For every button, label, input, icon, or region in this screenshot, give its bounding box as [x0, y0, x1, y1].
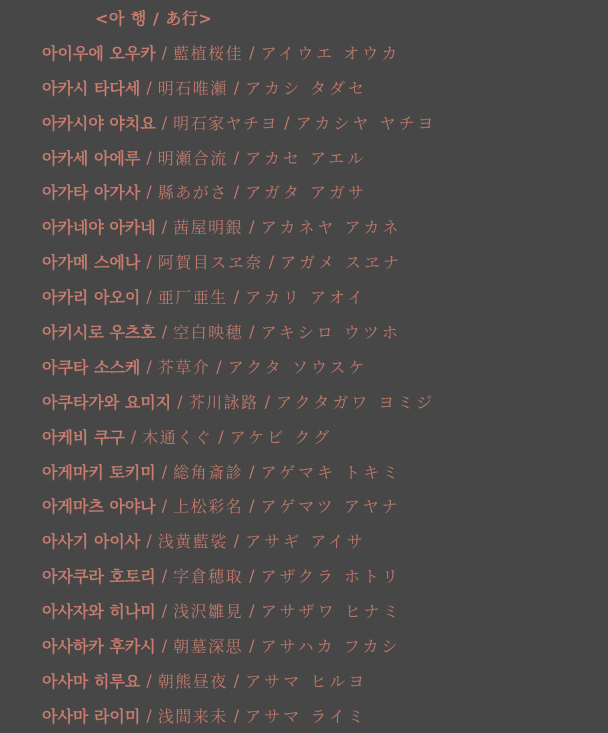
- name-row: [42, 698, 608, 733]
- name-row: [42, 454, 608, 489]
- kanji-name: 芥川詠路: [188, 392, 259, 412]
- separator: /: [146, 77, 152, 97]
- name-row: [42, 558, 608, 593]
- name-row: [42, 279, 608, 314]
- kanji-name: 藍植桜佳: [173, 43, 244, 63]
- separator: /: [268, 252, 275, 272]
- separator: /: [249, 635, 255, 655]
- katakana-name: アサザワ ヒナミ: [260, 602, 402, 622]
- korean-name: 아게마키 토키미: [42, 462, 156, 482]
- kanji-name: 浅間来未: [157, 706, 228, 726]
- kanji-name: 字倉穂取: [173, 567, 244, 587]
- separator: /: [233, 287, 240, 307]
- katakana-name: アケビ クグ: [229, 427, 333, 447]
- korean-name: 아사자와 히나미: [42, 602, 156, 622]
- korean-name: 아카리 아오이: [42, 288, 141, 308]
- kanji-name: 明石家ヤチヨ: [173, 113, 279, 133]
- korean-name: 아자쿠라 호토리: [42, 567, 156, 587]
- separator: /: [161, 42, 168, 62]
- kanji-name: 亜厂亜生: [157, 288, 228, 308]
- name-row: [42, 209, 608, 244]
- korean-name: 아카시 타다세: [42, 78, 141, 98]
- separator: /: [218, 426, 224, 446]
- separator: /: [249, 321, 255, 341]
- korean-name: 아가메 스에나: [42, 253, 141, 273]
- katakana-name: アゲマツ アヤナ: [260, 497, 401, 517]
- separator: /: [233, 147, 240, 167]
- korean-name: 아가타 아가사: [42, 183, 141, 203]
- kanji-name: 朝熊昼夜: [157, 671, 228, 691]
- kanji-name: 浅黄藍裟: [157, 532, 228, 552]
- korean-name: 아사마 라이미: [42, 706, 141, 726]
- korean-name: 아카시야 야치요: [42, 113, 156, 133]
- name-row: [42, 70, 608, 105]
- name-row: [42, 523, 608, 558]
- kanji-name: 空白映穂: [173, 322, 244, 342]
- section-header: [42, 0, 608, 35]
- name-row: [42, 174, 608, 209]
- name-row: [42, 35, 608, 70]
- katakana-name: アカシ タダセ: [245, 78, 368, 98]
- katakana-name: アサギ アイサ: [245, 532, 366, 552]
- separator: /: [216, 356, 222, 376]
- korean-name: 아사마 히루요: [42, 671, 141, 691]
- separator: /: [249, 601, 255, 621]
- katakana-name: アクタ ソウスケ: [227, 357, 368, 377]
- separator: /: [130, 426, 137, 446]
- kanji-name: 阿賀目スヱ奈: [157, 253, 263, 273]
- name-row: [42, 488, 608, 523]
- kanji-name: 上松彩名: [173, 497, 244, 517]
- korean-name: 아카네야 아카네: [42, 218, 156, 238]
- korean-name: 아키시로 우츠호: [42, 322, 156, 342]
- kanji-name: 芥草介: [157, 357, 211, 377]
- separator: /: [249, 42, 255, 62]
- korean-name: 아카세 아에루: [42, 148, 141, 168]
- katakana-name: アサハカ フカシ: [260, 636, 401, 656]
- separator: /: [233, 531, 240, 551]
- kanji-name: 総角斎診: [173, 462, 244, 482]
- name-row: [42, 384, 608, 419]
- katakana-name: アガタ アガサ: [245, 183, 367, 203]
- korean-name: 아사기 아이사: [42, 532, 141, 552]
- katakana-name: アゲマキ トキミ: [260, 462, 402, 482]
- separator: /: [284, 112, 290, 132]
- separator: /: [161, 635, 168, 655]
- separator: /: [146, 147, 152, 167]
- separator: /: [146, 287, 152, 307]
- separator: /: [161, 601, 168, 621]
- katakana-name: アカリ アオイ: [245, 288, 367, 308]
- kanji-name: 縣あがさ: [157, 183, 228, 203]
- name-row: [42, 663, 608, 698]
- kanji-name: 明瀬合流: [157, 148, 228, 168]
- korean-name: 아케비 쿠구: [42, 427, 125, 447]
- separator: /: [249, 217, 255, 237]
- separator: /: [249, 461, 255, 481]
- kanji-name: 茜屋明銀: [173, 218, 244, 238]
- separator: /: [161, 461, 168, 481]
- separator: /: [264, 391, 271, 411]
- kanji-name: 明石唯瀬: [157, 78, 228, 98]
- separator: /: [233, 182, 240, 202]
- separator: /: [249, 496, 255, 516]
- separator: /: [161, 496, 168, 516]
- katakana-name: アカネヤ アカネ: [260, 218, 402, 238]
- separator: /: [233, 670, 240, 690]
- korean-name: 아게마츠 아야나: [42, 497, 156, 517]
- katakana-name: アイウエ オウカ: [260, 43, 401, 63]
- separator: /: [233, 77, 240, 97]
- separator: /: [146, 252, 152, 272]
- kanji-name: 木通くぐ: [142, 427, 213, 447]
- kanji-name: 朝墓深思: [173, 636, 244, 656]
- katakana-name: アカシヤ ヤチヨ: [295, 113, 437, 133]
- separator: /: [233, 705, 240, 725]
- name-row: [42, 593, 608, 628]
- katakana-name: アザクラ ホトリ: [260, 567, 402, 587]
- name-row: [42, 105, 608, 140]
- name-row: [42, 628, 608, 663]
- separator: /: [146, 670, 152, 690]
- name-row: [42, 244, 608, 279]
- separator: /: [161, 217, 168, 237]
- name-row: [42, 314, 608, 349]
- korean-name: 아사하카 후카시: [42, 636, 156, 656]
- korean-name: 아쿠타 소스케: [42, 357, 141, 377]
- katakana-name: アクタガワ ヨミジ: [276, 392, 436, 412]
- separator: /: [161, 321, 168, 341]
- separator: /: [146, 705, 152, 725]
- kanji-name: 浅沢雛見: [173, 602, 244, 622]
- section-title: <아 행 / あ行>: [95, 8, 213, 28]
- name-list: [42, 35, 608, 733]
- separator: /: [161, 566, 168, 586]
- korean-name: 아쿠타가와 요미지: [42, 392, 172, 412]
- katakana-name: アカセ アエル: [245, 148, 367, 168]
- separator: /: [177, 391, 183, 411]
- separator: /: [161, 112, 168, 132]
- katakana-name: アキシロ ウツホ: [260, 322, 401, 342]
- separator: /: [146, 356, 152, 376]
- katakana-name: アサマ ライミ: [245, 706, 367, 726]
- katakana-name: アガメ スヱナ: [280, 253, 403, 273]
- katakana-name: アサマ ヒルヨ: [245, 671, 368, 691]
- name-row: [42, 349, 608, 384]
- korean-name: 아이우에 오우카: [42, 43, 156, 63]
- name-row: [42, 419, 608, 454]
- separator: /: [249, 566, 255, 586]
- separator: /: [146, 182, 152, 202]
- separator: /: [146, 531, 152, 551]
- name-row: [42, 140, 608, 175]
